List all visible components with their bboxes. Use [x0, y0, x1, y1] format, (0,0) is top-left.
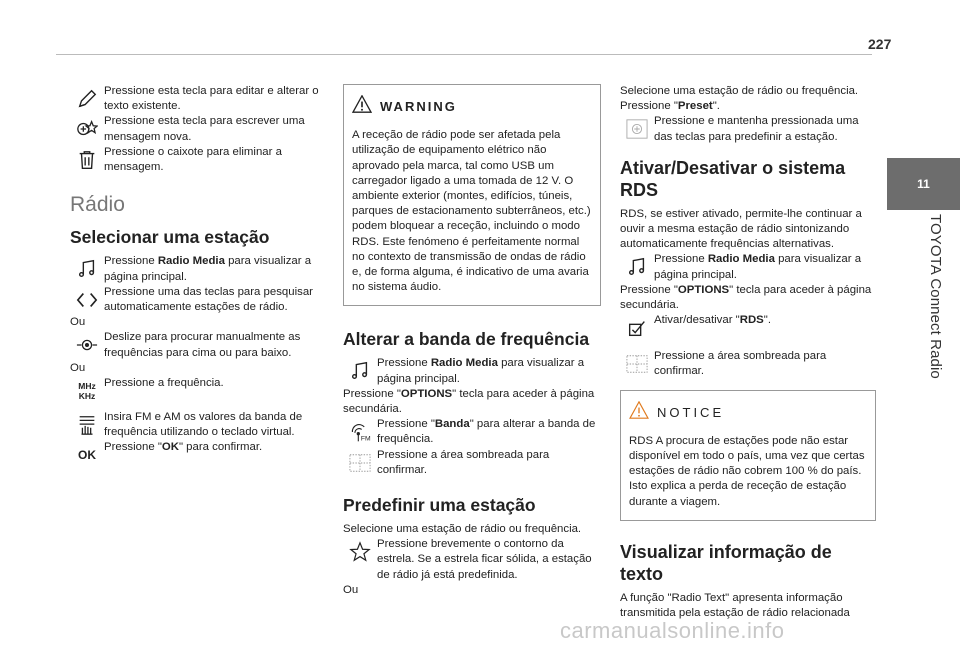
page-number: 227 — [868, 36, 892, 52]
heading-change-band: Alterar a banda de frequência — [343, 329, 590, 350]
select-station-text: Selecione uma estação de rádio ou frequência. — [620, 85, 859, 97]
notice-text: RDS A procura de estações pode não estar disponível em todo o país, uma vez que certas estações de rádio não cobrem 100 % do país. Isto explica a perda de receção de estação durante a viagem. — [629, 434, 865, 508]
watermark: carmanualsonline.info — [560, 618, 785, 643]
chapter-title: TOYOTA Connect Radio — [927, 214, 944, 379]
notice-icon — [629, 401, 657, 424]
top-rule — [56, 54, 872, 55]
hold-key-instruction: Pressione e mantenha pressionada uma das teclas para predefinir a estação. — [620, 114, 876, 144]
select-station-text: Selecione uma estação de rádio ou frequência. — [343, 523, 582, 536]
preset-instruction: Pressione "Preset". — [620, 100, 720, 113]
or-text: Ou — [343, 583, 359, 596]
rds-toggle-icon — [620, 313, 654, 343]
or-text: Ou — [70, 361, 86, 374]
rds-toggle-instruction: Ativar/desativar "RDS". — [620, 313, 876, 343]
band-instruction: FM Pressione "Banda" para alterar a banda de frequência. — [343, 417, 601, 447]
rds-description: RDS, se estiver ativado, permite-lhe continuar a ouvir a mesma estação de rádio sintonizando automaticamente frequências alternativas. — [620, 207, 862, 251]
section-title-radio: Rádio — [70, 193, 125, 217]
pencil-icon — [70, 84, 104, 114]
star-instruction: Pressione brevemente o contorno da estrela. Se a estrela ficar sólida, a estação de rádio já está predefinida. — [343, 537, 601, 583]
delete-instruction: Pressione o caixote para eliminar a mensagem. — [70, 145, 328, 175]
column-2 — [343, 84, 601, 598]
chapter-tab: 11 — [887, 158, 960, 210]
warning-icon — [352, 95, 380, 118]
column-3 — [620, 84, 876, 621]
options-instruction: Pressione "OPTIONS" tecla para aceder à página secundária. — [343, 387, 595, 416]
heading-select-station: Selecionar uma estação — [70, 227, 270, 248]
new-message-instruction: Pressione esta tecla para escrever uma mensagem nova. — [70, 114, 328, 144]
preset-add-icon — [620, 114, 654, 144]
seek-keys-instruction: Pressione uma das teclas para pesquisar automaticamente estações de rádio. — [70, 285, 328, 315]
shaded-area-icon — [343, 448, 377, 478]
radio-media-instruction: Pressione Radio Media para visualizar a página principal. — [70, 254, 328, 284]
ok-instruction: OK Pressione "OK" para confirmar. — [70, 440, 328, 470]
edit-instruction: Pressione esta tecla para editar e alterar o texto existente. — [70, 84, 328, 114]
ok-icon: OK — [78, 447, 96, 462]
mhz-khz-icon: MHz KHz — [78, 381, 96, 402]
svg-text:FM: FM — [360, 435, 371, 443]
music-note-icon — [70, 254, 104, 284]
music-note-icon — [343, 356, 377, 386]
manual-scan-instruction: Deslize para procurar manualmente as frequências para cima ou para baixo. — [70, 330, 328, 360]
rds-options-instruction: Pressione "OPTIONS" tecla para aceder à página secundária. — [620, 283, 872, 312]
or-text: Ou — [70, 316, 86, 329]
heading-preset-station: Predefinir uma estação — [343, 495, 536, 516]
frequency-instruction: MHz KHz Pressione a frequência. — [70, 376, 328, 406]
shaded-area-icon — [620, 349, 654, 379]
column-1 — [70, 84, 328, 470]
chevrons-icon — [70, 285, 104, 315]
keypad-instruction: Insira FM e AM os valores da banda de frequência utilizando o teclado virtual. — [70, 410, 328, 440]
warning-text: A receção de rádio pode ser afetada pela utilização de equipamento elétrico não aprovado pela marca, tal como USB um carregador ligado a uma tomada de 12 V. O ambiente exterior (montes, edifícios, túneis, parques de estacionamento subterrâneos, etc.) podem bloquear a receção, incluindo o modo RDS. Este fenómeno é perfeitamente normal no contexto de transmissão de ondas de rádio e, de forma alguma, é indicativo de uma avaria no sistema áudio. — [352, 129, 591, 294]
keypad-icon — [70, 410, 104, 440]
band-radio-media-instruction: Pressione Radio Media para visualizar a página principal. — [343, 356, 601, 386]
seek-icon — [70, 330, 104, 360]
star-plus-icon — [70, 114, 104, 144]
heading-text-info: Visualizar informação de texto — [620, 541, 832, 584]
warning-title: WARNING — [380, 99, 457, 114]
star-icon — [343, 537, 377, 567]
music-note-icon — [620, 252, 654, 282]
confirm-area-instruction: Pressione a área sombreada para confirmar. — [343, 448, 601, 478]
radio-text-description: A função "Radio Text" apresenta informação transmitida pela estação de rádio relacionada — [620, 591, 850, 620]
notice-title: NOTICE — [657, 404, 725, 420]
trash-icon — [70, 145, 104, 175]
fm-icon — [343, 417, 377, 447]
warning-box — [343, 84, 601, 306]
rds-radio-media-instruction: Pressione Radio Media para visualizar a página principal. — [620, 252, 876, 282]
notice-box — [620, 390, 876, 521]
heading-rds: Ativar/Desativar o sistema RDS — [620, 157, 846, 200]
rds-confirm-instruction: Pressione a área sombreada para confirmar. — [620, 349, 876, 379]
